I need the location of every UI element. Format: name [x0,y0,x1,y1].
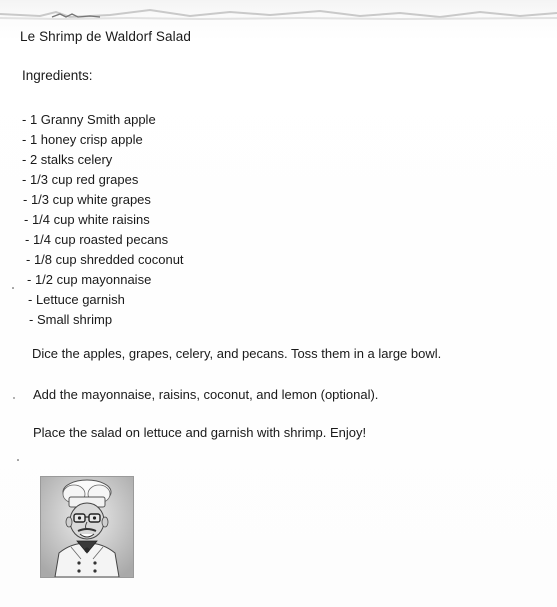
ingredient-list [22,110,184,330]
ingredient-item: - 1/8 cup shredded coconut [26,252,184,267]
ingredient-item: - 2 stalks celery [22,152,113,167]
ingredient-item: - Small shrimp [29,312,113,327]
instruction-step-3: Place the salad on lettuce and garnish with shrimp. Enjoy! [33,425,367,440]
instruction-step-1: Dice the apples, grapes, celery, and pecans. Toss them in a large bowl. [32,346,442,361]
page-speck [12,287,14,289]
ingredient-item: - 1/2 cup mayonnaise [27,272,152,287]
ingredient-item: - Lettuce garnish [28,292,125,307]
ingredient-item: - 1/3 cup white grapes [23,192,151,207]
page-speck [17,459,19,461]
ingredient-item: - 1/3 cup red grapes [22,172,139,187]
chef-photo [40,476,134,578]
ingredient-item: - 1 honey crisp apple [22,132,143,147]
recipe-title: Le Shrimp de Waldorf Salad [20,29,191,44]
torn-top-edge [0,0,557,22]
instruction-step-2: Add the mayonnaise, raisins, coconut, and lemon (optional). [33,387,379,402]
page-speck [13,397,15,399]
ingredient-item: - 1 Granny Smith apple [22,112,156,127]
ingredient-item: - 1/4 cup roasted pecans [25,232,169,247]
ingredient-item: - 1/4 cup white raisins [24,212,150,227]
ingredients-heading: Ingredients: [22,68,93,83]
chef-portrait-illustration [41,477,133,577]
